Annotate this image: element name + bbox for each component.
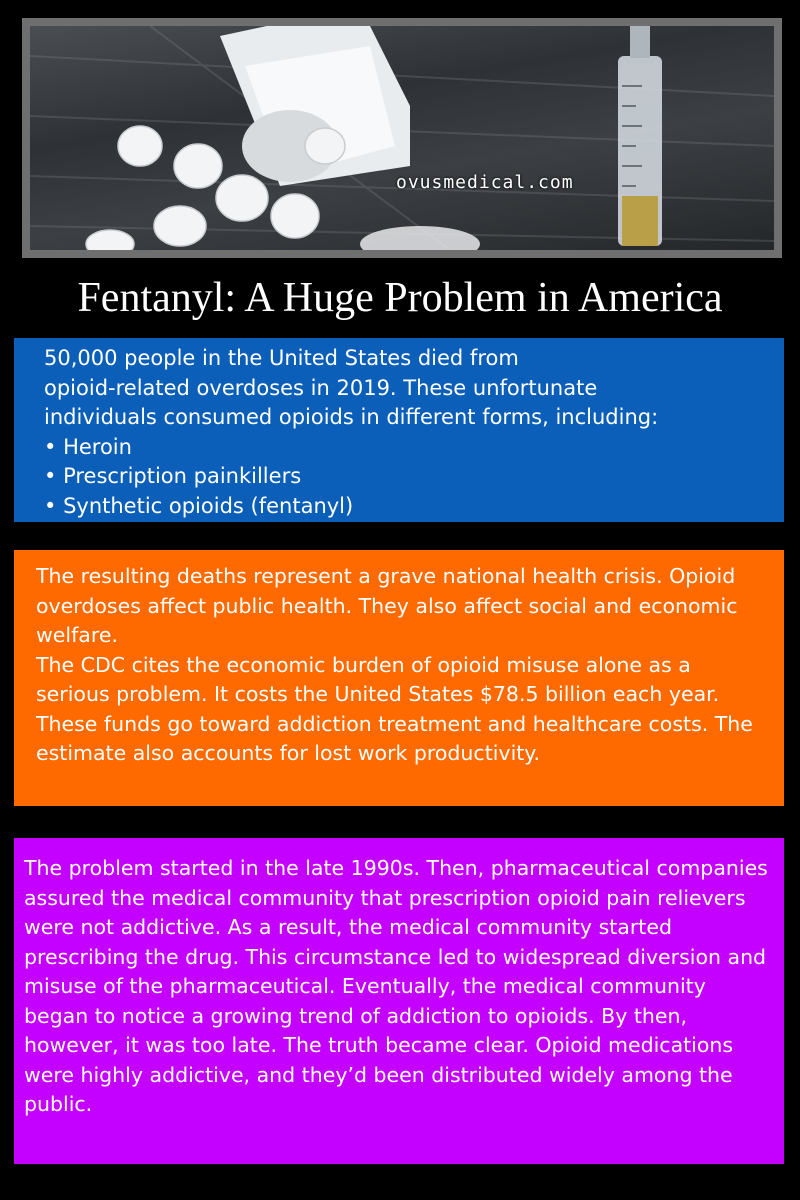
- hero-photo: [30, 26, 774, 250]
- cdc-paragraph: The CDC cites the economic burden of opioid misuse alone as a serious problem. It costs the United States $78.5 billion each year. These funds go toward addiction treatment and healthcare costs. The estimate also accounts for lost work productivity.: [36, 652, 753, 765]
- page-title: Fentanyl: A Huge Problem in America: [77, 275, 723, 321]
- pill-icon: [271, 194, 319, 238]
- list-item: • Synthetic opioids (fentanyl): [44, 492, 768, 522]
- syringe-icon: [618, 26, 662, 246]
- pill-icon: [216, 175, 268, 221]
- history-paragraph: The problem started in the late 1990s. Then, pharmaceutical companies assured the medical community that prescription opioid pain relievers were not addictive. As a result, the medical community started prescribing the drug. This circumstance led to widespread diversion and misuse of the pharmaceutical. Eventually, the medical community began to notice a growing trend of addiction to opioids. By then, however, it was too late. The truth became clear. Opioid medications were highly addictive, and they’d been distributed widely among the public.: [24, 856, 768, 1116]
- pill-icon: [86, 230, 134, 250]
- hero-image: [22, 18, 782, 258]
- list-item: • Heroin: [44, 433, 768, 463]
- hero-illustration: [30, 26, 774, 250]
- list-item: • Prescription painkillers: [44, 462, 768, 492]
- history-box: [14, 838, 784, 1164]
- pill-icon: [154, 206, 206, 246]
- watermark-text: ovusmedical.com: [396, 172, 574, 193]
- intro-line: opioid-related overdoses in 2019. These unfortunate: [44, 375, 598, 400]
- intro-line: 50,000 people in the United States died from: [44, 346, 519, 370]
- powder-icon: [360, 226, 480, 250]
- pill-icon: [305, 128, 345, 164]
- intro-line: individuals consumed opioids in different forms, including:: [44, 405, 659, 429]
- pill-icon: [174, 144, 222, 188]
- pill-icon: [118, 126, 162, 166]
- statistics-box: [14, 338, 784, 522]
- health-crisis-box: [14, 550, 784, 806]
- opioid-forms-list: [44, 433, 768, 522]
- crisis-paragraph: The resulting deaths represent a grave national health crisis. Opioid overdoses affect public health. They also affect social and economic welfare.: [36, 564, 738, 647]
